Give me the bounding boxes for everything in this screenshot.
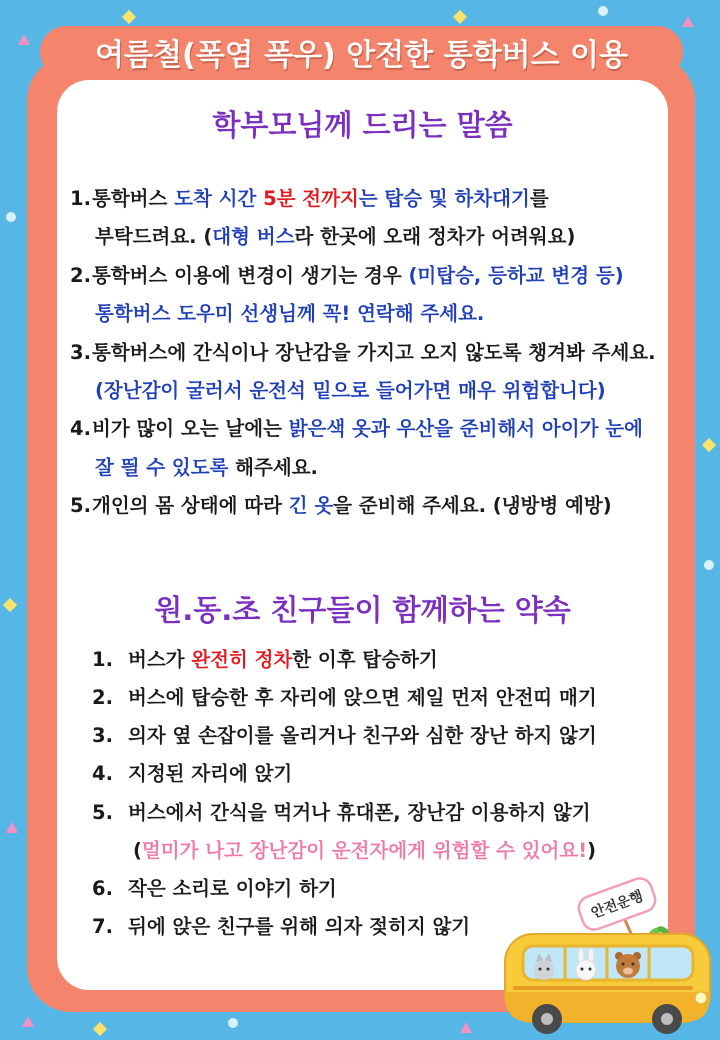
item-line — [92, 717, 597, 755]
text-segment: 대형 버스 — [212, 225, 295, 249]
item-line-continued — [70, 372, 656, 410]
list-item — [92, 679, 597, 717]
page-title: 여름철(폭염 폭우) 안전한 통학버스 이용 — [95, 38, 628, 73]
text-segment: (장난감이 굴러서 운전석 밑으로 들어가면 매우 위험합니다) — [95, 379, 606, 403]
text-segment: 해주세요. — [228, 455, 318, 479]
text-segment: 작은 소리로 이야기 하기 — [128, 876, 337, 900]
school-bus-icon — [495, 868, 717, 1036]
text-segment: 한 이후 탑승하기 — [292, 648, 438, 671]
confetti — [702, 438, 716, 452]
text-segment: 통학버스 도우미 선생님께 꼭! 연락해 주세요. — [95, 302, 485, 326]
confetti — [93, 1022, 107, 1036]
confetti — [3, 598, 17, 612]
text-segment: 통학버스 — [92, 187, 175, 210]
text-segment: 완전히 정차 — [191, 648, 293, 671]
list-item — [92, 641, 597, 679]
text-segment: 버스가 — [128, 648, 192, 671]
safety-sign — [575, 875, 658, 933]
item-line — [92, 679, 597, 717]
confetti — [18, 34, 30, 45]
item-line — [92, 641, 597, 679]
item-line-continued — [70, 449, 656, 487]
list-item — [92, 755, 597, 793]
item-line — [70, 257, 656, 295]
item-number: 5. — [92, 800, 113, 824]
item-number: 2. — [70, 263, 91, 287]
text-segment: 뒤에 앉은 친구를 위해 의자 젖히지 않기 — [128, 915, 471, 939]
item-line — [92, 794, 597, 832]
text-segment: 도착 시간 — [174, 187, 264, 210]
text-segment: 의자 옆 손잡이를 올리거나 친구와 심한 장난 하지 않기 — [128, 724, 597, 748]
text-segment: 잘 띌 수 있도록 — [95, 455, 229, 479]
item-number: 4. — [70, 417, 91, 441]
confetti — [122, 10, 136, 24]
confetti — [598, 6, 608, 16]
item-line — [70, 180, 656, 218]
list-item — [70, 257, 656, 334]
title-banner — [40, 26, 683, 78]
text-segment: 버스에서 간식을 먹거나 휴대폰, 장난감 이용하지 않기 — [128, 800, 591, 824]
text-segment: 라 한곳에 오래 정차가 어려워요) — [294, 225, 576, 249]
text-segment: 을 준비해 주세요. (냉방병 예방) — [333, 494, 612, 518]
list-item — [70, 410, 656, 487]
confetti — [704, 560, 714, 570]
confetti — [22, 1016, 34, 1027]
text-segment: 비가 많이 오는 날에는 — [92, 417, 289, 441]
text-segment: 통학버스에 간식이나 장난감을 가지고 오지 않도록 챙겨봐 주세요. — [92, 340, 656, 364]
item-number: 1. — [92, 648, 113, 671]
item-number: 5. — [70, 494, 91, 518]
item-line — [92, 755, 597, 793]
list-item — [70, 180, 656, 257]
text-segment: 부탁드려요. ( — [95, 225, 213, 249]
item-number: 6. — [92, 876, 113, 900]
text-segment: 멀미가 나고 장난감이 운전자에게 위험할 수 있어요! — [141, 838, 588, 862]
confetti — [6, 822, 18, 833]
text-segment: 밝은색 옷과 우산을 준비해서 아이가 눈에 — [288, 417, 643, 441]
item-number: 7. — [92, 915, 113, 939]
list-item — [70, 334, 656, 411]
text-segment: 는 탑승 및 하차대기 — [358, 187, 530, 210]
text-segment: 개인의 몸 상태에 따라 — [92, 494, 289, 518]
item-line — [70, 334, 656, 372]
parents-notice-list — [70, 180, 656, 526]
confetti — [228, 1018, 238, 1028]
item-number: 4. — [92, 762, 113, 786]
confetti — [460, 1022, 472, 1033]
item-line-continued — [92, 832, 597, 870]
list-item — [70, 487, 656, 525]
section-heading-students: 원.동.초 친구들이 함께하는 약속 — [154, 593, 571, 627]
item-number: 2. — [92, 686, 113, 710]
item-number: 1. — [70, 187, 91, 210]
item-number: 3. — [70, 340, 91, 364]
item-line-continued — [70, 295, 656, 333]
safety-sign-label: 안전운행 — [589, 888, 646, 922]
item-line — [70, 487, 656, 525]
confetti — [682, 16, 694, 27]
text-segment: 통학버스 이용에 변경이 생기는 경우 — [92, 263, 409, 287]
text-segment: 를 — [529, 187, 549, 210]
text-segment: 지정된 자리에 앉기 — [128, 762, 293, 786]
confetti — [6, 212, 16, 222]
item-line-continued — [70, 218, 656, 256]
text-segment: 5분 전까지 — [263, 187, 359, 210]
text-segment: ) — [587, 838, 597, 862]
section-heading-parents: 학부모님께 드리는 말씀 — [212, 108, 513, 142]
text-segment: 버스에 탑승한 후 자리에 앉으면 제일 먼저 안전띠 매기 — [128, 686, 597, 710]
text-segment: (미탑승, 등하교 변경 등) — [408, 263, 624, 287]
list-item — [92, 717, 597, 755]
list-item — [92, 794, 597, 870]
item-line — [70, 410, 656, 448]
item-number: 3. — [92, 724, 113, 748]
text-segment: 긴 옷 — [288, 494, 334, 518]
confetti — [453, 10, 467, 24]
text-segment: ( — [133, 838, 142, 862]
